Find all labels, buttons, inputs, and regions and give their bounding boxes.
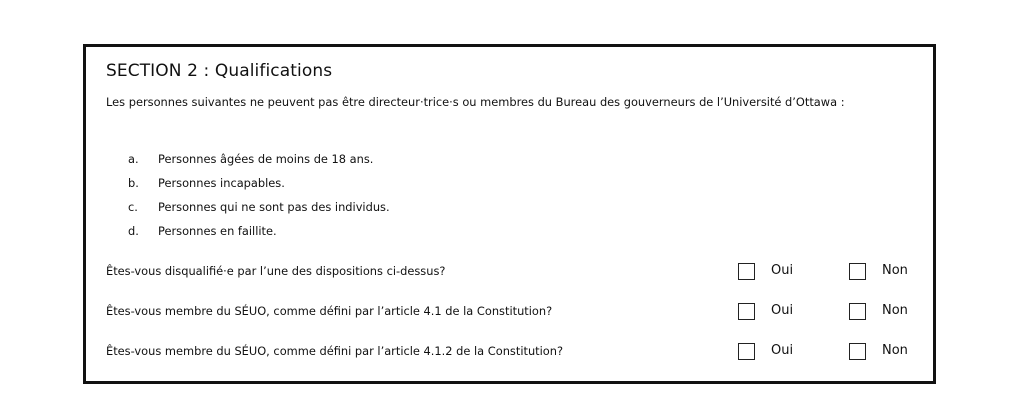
- list-item: [128, 195, 390, 219]
- yes-checkbox[interactable]: [738, 303, 755, 320]
- question-text: Êtes-vous disqualifié·e par l’une des dispositions ci-dessus?: [106, 264, 446, 278]
- list-item-text: Personnes âgées de moins de 18 ans.: [158, 152, 374, 166]
- list-item-text: Personnes qui ne sont pas des individus.: [158, 200, 390, 214]
- no-option[interactable]: [849, 300, 908, 322]
- yes-option[interactable]: [738, 340, 793, 362]
- question-row-disqualified: [106, 260, 916, 282]
- no-checkbox[interactable]: [849, 303, 866, 320]
- list-marker: b.: [128, 176, 139, 190]
- yes-checkbox[interactable]: [738, 343, 755, 360]
- no-label: Non: [882, 263, 908, 278]
- list-marker: d.: [128, 224, 139, 238]
- question-text: Êtes-vous membre du SÉUO, comme défini par l’article 4.1 de la Constitution?: [106, 304, 553, 318]
- question-text: Êtes-vous membre du SÉUO, comme défini par l’article 4.1.2 de la Constitution?: [106, 344, 564, 358]
- yes-label: Oui: [771, 343, 794, 358]
- disqualification-list: [128, 147, 390, 243]
- section-2-qualifications: [83, 44, 936, 384]
- no-checkbox[interactable]: [849, 263, 866, 280]
- question-row-member-4-1: [106, 300, 916, 322]
- yes-label: Oui: [771, 263, 794, 278]
- yes-checkbox[interactable]: [738, 263, 755, 280]
- list-item-text: Personnes en faillite.: [158, 224, 277, 238]
- no-label: Non: [882, 343, 908, 358]
- yes-option[interactable]: [738, 300, 793, 322]
- no-option[interactable]: [849, 340, 908, 362]
- list-item: [128, 147, 390, 171]
- yes-option[interactable]: [738, 260, 793, 282]
- list-item: [128, 171, 390, 195]
- section-intro: Les personnes suivantes ne peuvent pas être directeur·trice·s ou membres du Bureau des gouverneurs de l’Université d’Ottawa :: [106, 95, 845, 109]
- no-option[interactable]: [849, 260, 908, 282]
- list-item-text: Personnes incapables.: [158, 176, 285, 190]
- no-label: Non: [882, 303, 908, 318]
- list-item: [128, 219, 390, 243]
- section-title: SECTION 2 : Qualifications: [106, 61, 333, 81]
- list-marker: c.: [128, 200, 138, 214]
- question-row-member-4-1-2: [106, 340, 916, 362]
- no-checkbox[interactable]: [849, 343, 866, 360]
- list-marker: a.: [128, 152, 139, 166]
- yes-label: Oui: [771, 303, 794, 318]
